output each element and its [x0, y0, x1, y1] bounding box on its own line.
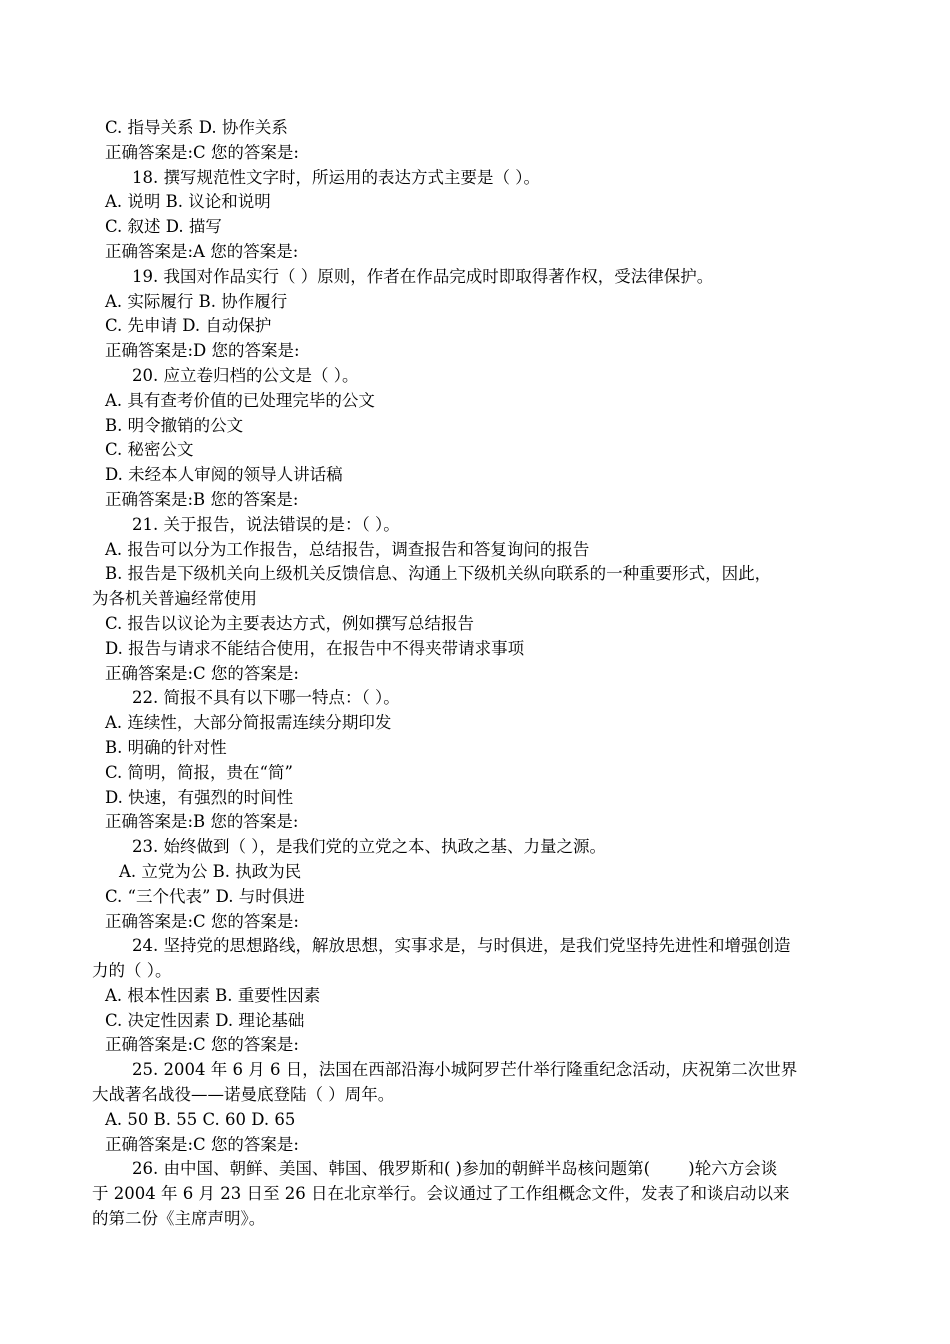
document-page	[92, 116, 862, 1232]
answer-line: 正确答案是:C 您的答案是:	[105, 1035, 299, 1055]
answer-line: 正确答案是:C 您的答案是:	[105, 142, 299, 162]
option-line: A. 50 B. 55 C. 60 D. 65	[105, 1109, 296, 1129]
option-line: C. 报告以议论为主要表达方式，例如撰写总结报告	[105, 613, 475, 633]
option-line: D. 未经本人审阅的领导人讲话稿	[105, 465, 343, 485]
option-line: D. 报告与请求不能结合使用，在报告中不得夹带请求事项	[105, 638, 525, 658]
option-line: B. 明确的针对性	[105, 737, 227, 757]
answer-line: 正确答案是:A 您的答案是:	[105, 241, 299, 261]
question-line: 20. 应立卷归档的公文是（ ）。	[132, 365, 359, 385]
continuation-line: 为各机关普遍经常使用	[92, 589, 257, 609]
question-line: 25. 2004 年 6 月 6 日，法国在西部沿海小城阿罗芒什举行隆重纪念活动，庆祝第二次世界	[132, 1060, 798, 1080]
option-line: A. 根本性因素 B. 重要性因素	[105, 985, 321, 1005]
option-line: C. 先申请 D. 自动保护	[105, 316, 272, 336]
answer-line: 正确答案是:C 您的答案是:	[105, 1134, 299, 1154]
option-line: C. “三个代表” D. 与时俱进	[105, 886, 305, 906]
answer-line: 正确答案是:C 您的答案是:	[105, 911, 299, 931]
option-line: C. 叙述 D. 描写	[105, 217, 222, 237]
question-line: 21. 关于报告，说法错误的是：（ ）。	[132, 514, 400, 534]
answer-line: 正确答案是:B 您的答案是:	[105, 812, 299, 832]
question-line: 26. 由中国、朝鲜、美国、韩国、俄罗斯和( )参加的朝鲜半岛核问题第( )轮六方会谈	[132, 1159, 778, 1179]
continuation-line: 于 2004 年 6 月 23 日至 26 日在北京举行。会议通过了工作组概念文件，发表了和谈启动以来	[92, 1184, 790, 1204]
question-line: 23. 始终做到（ ），是我们党的立党之本、执政之基、力量之源。	[132, 837, 606, 857]
question-line: 18. 撰写规范性文字时，所运用的表达方式主要是（ ）。	[132, 167, 540, 187]
answer-line: 正确答案是:B 您的答案是:	[105, 489, 299, 509]
option-line: A. 实际履行 B. 协作履行	[105, 291, 288, 311]
option-line: D. 快速，有强烈的时间性	[105, 787, 294, 807]
option-line: A. 说明 B. 议论和说明	[105, 192, 271, 212]
continuation-line: 大战著名战役——诺曼底登陆（ ）周年。	[92, 1085, 395, 1105]
question-line: 19. 我国对作品实行（ ）原则，作者在作品完成时即取得著作权，受法律保护。	[132, 266, 714, 286]
option-line: B. 报告是下级机关向上级机关反馈信息、沟通上下级机关纵向联系的一种重要形式，因此，	[105, 564, 772, 584]
option-line: C. 简明，简报，贵在“简”	[105, 762, 293, 782]
question-line: 22. 简报不具有以下哪一特点：（ ）。	[132, 688, 400, 708]
option-line: C. 秘密公文	[105, 440, 194, 460]
option-line: A. 连续性，大部分简报需连续分期印发	[105, 713, 392, 733]
answer-line: 正确答案是:C 您的答案是:	[105, 663, 299, 683]
option-line: C. 指导关系 D. 协作关系	[105, 118, 288, 137]
option-line: A. 报告可以分为工作报告，总结报告，调查报告和答复询问的报告	[105, 539, 590, 559]
option-line: B. 明令撤销的公文	[105, 415, 244, 435]
continuation-line: 力的（ ）。	[92, 961, 172, 981]
option-line: C. 决定性因素 D. 理论基础	[105, 1010, 305, 1030]
answer-line: 正确答案是:D 您的答案是:	[105, 341, 300, 361]
question-line: 24. 坚持党的思想路线，解放思想，实事求是，与时俱进，是我们党坚持先进性和增强创造	[132, 936, 791, 956]
option-line: A. 立党为公 B. 执政为民	[119, 861, 302, 881]
continuation-line: 的第二份《主席声明》。	[92, 1209, 266, 1229]
option-line: A. 具有查考价值的已处理完毕的公文	[105, 390, 375, 410]
